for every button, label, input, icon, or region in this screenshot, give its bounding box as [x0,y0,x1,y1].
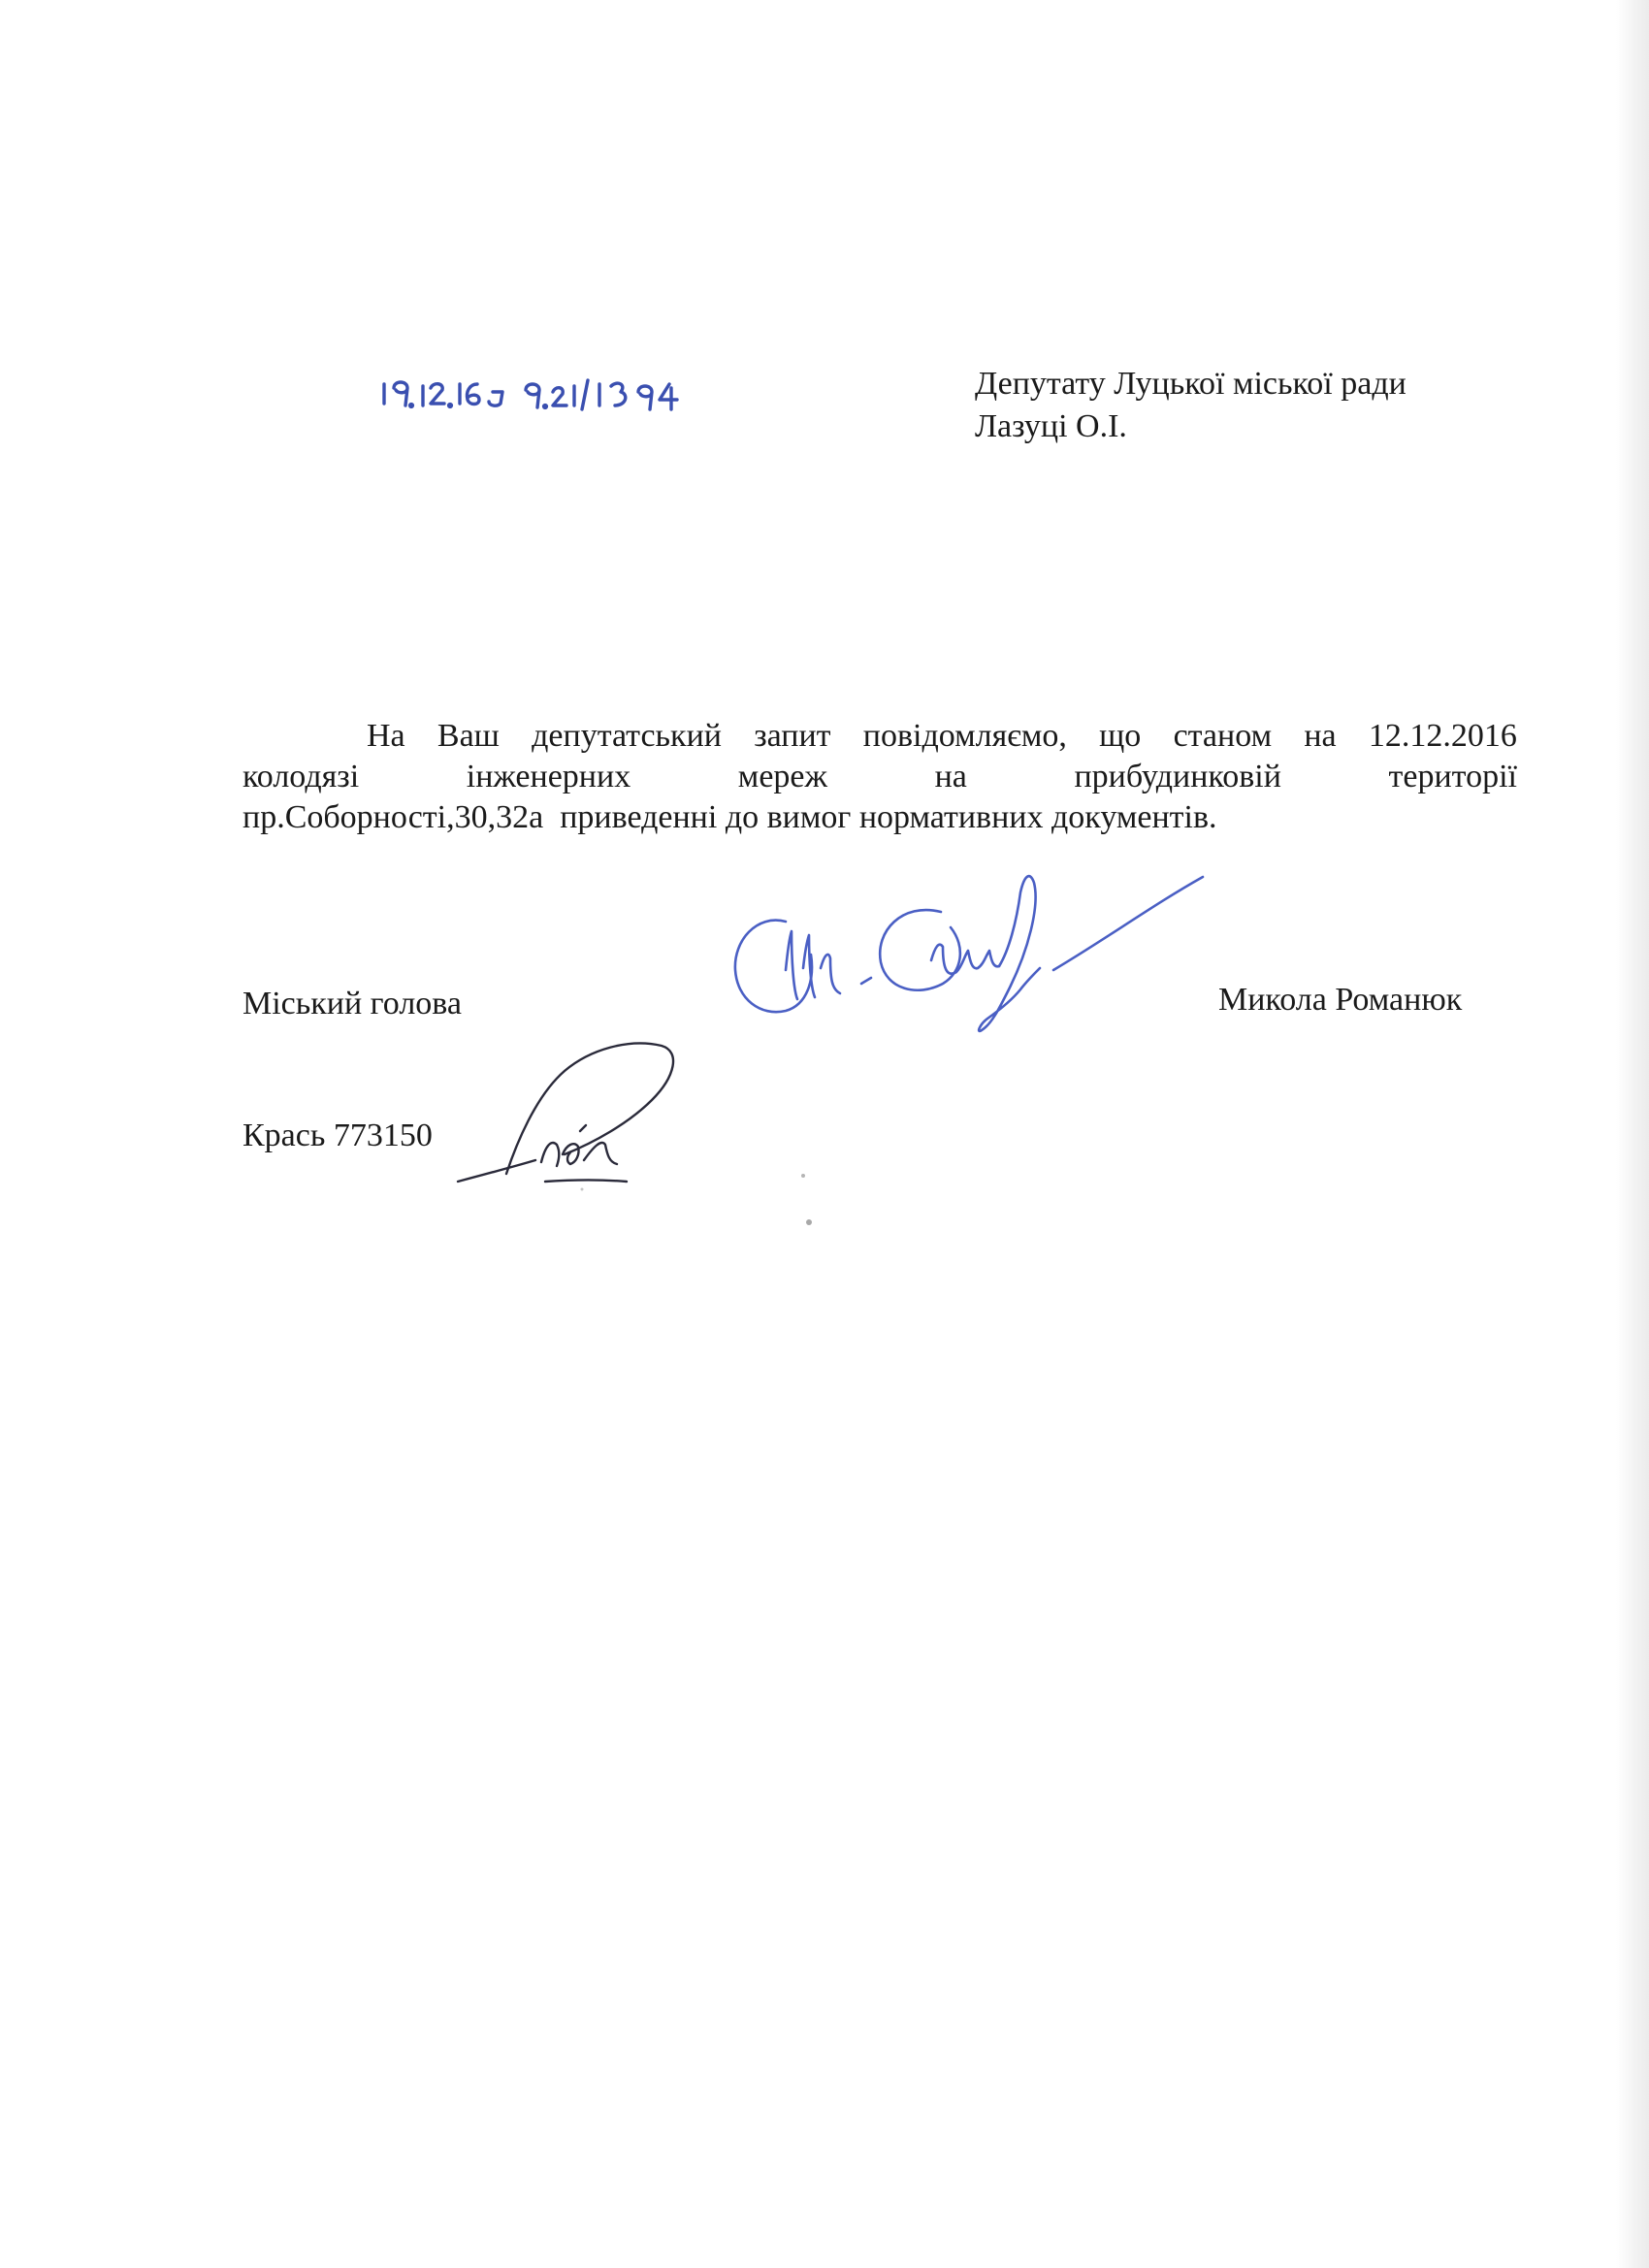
executor-handwritten-signature [448,1038,681,1193]
body-word: на [934,759,967,794]
body-word: інженерних [466,759,631,794]
signer-name: Микола Романюк [1218,982,1463,1018]
body-word: запит [754,718,831,754]
body-word: депутатський [532,718,722,754]
body-word: повідомляємо, [862,718,1067,754]
body-word: Ваш [436,718,500,754]
body-word: прибудинковій [1074,759,1281,794]
body-word: колодязі [242,759,360,794]
addressee-line-1: Депутату Луцької міської ради [975,366,1406,402]
body-word: 12.12.2016 [1368,718,1517,754]
body-word: мереж [737,759,827,794]
body-word: що [1099,718,1142,754]
mayor-handwritten-signature [718,854,1232,1038]
executor-info: Крась 773150 [242,1118,433,1153]
body-line-3: пр.Соборності,30,32а приведенні до вимог нормативних документів. [242,799,1217,835]
addressee-line-2: Лазуці О.І. [975,408,1127,444]
body-word: на [1304,718,1337,754]
body-word: На [367,718,405,754]
signer-position: Міський голова [242,986,462,1021]
body-word: станом [1173,718,1273,754]
body-word: території [1388,759,1517,794]
